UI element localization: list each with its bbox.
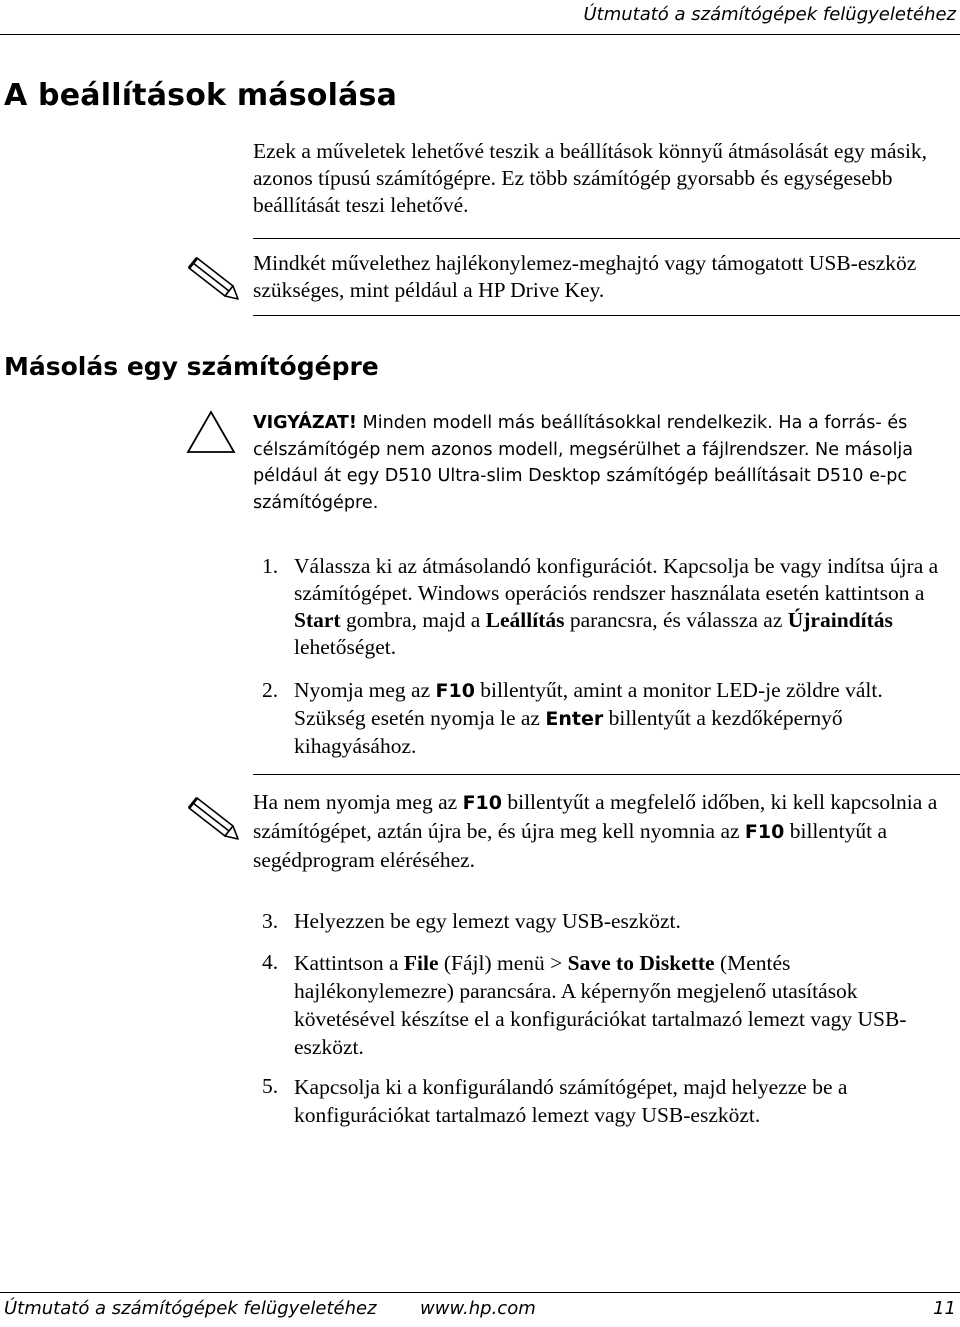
step-text: Kattintson a File (Fájl) menü > Save to Diskette (Mentés hajlékonylemezre) parancsára. A képernyőn megjelenő utasítások követésével készítse el a konfigurációkat tartalmazó lemezt vagy USB-eszközt. [294, 951, 907, 1059]
step-number: 5. [262, 1074, 279, 1098]
start-ui-label: Start [294, 608, 341, 632]
step-number: 3. [262, 909, 279, 933]
f10-key-label: F10 [744, 821, 785, 843]
footer-url: www.hp.com [420, 1298, 536, 1319]
warning-triangle-icon [186, 410, 236, 454]
f10-key-label: F10 [462, 792, 502, 814]
footer-title: Útmutató a számítógépek felügyeletéhez [4, 1298, 377, 1319]
step-number: 2. [262, 678, 279, 702]
caution-text [253, 410, 953, 516]
header-divider [0, 34, 960, 35]
page-number: 11 [933, 1298, 956, 1319]
footer-divider [0, 1292, 960, 1293]
file-menu-label: File [403, 951, 439, 975]
step-text: Helyezzen be egy lemezt vagy USB-eszközt. [294, 909, 681, 933]
step-number: 4. [262, 950, 279, 974]
note-text: Ha nem nyomja meg az F10 billentyűt a megfelelő időben, ki kell kapcsolnia a számítógépet, aztán újra be, és újra meg kell nyomnia az F10 billentyűt a segédprogram eléréséhez. [253, 790, 938, 872]
caution-body: Minden modell más beállításokkal rendelkezik. Ha a forrás- és célszámítógép nem azonos modell, megsérülhet a fájlrendszer. Ne másolja például át egy D510 Ultra-slim Desktop számítógép beállításait D510 e-pc számítógépre. [253, 413, 914, 513]
enter-key-label: Enter [545, 708, 604, 730]
pencil-icon [183, 792, 239, 840]
caution-label: VIGYÁZAT! [253, 413, 357, 433]
step-text: Kapcsolja ki a konfigurálandó számítógépet, majd helyezze be a konfigurációkat tartalmazó lemezt vagy USB-eszközt. [294, 1075, 848, 1127]
pencil-icon [183, 252, 239, 300]
save-to-diskette-label: Save to Diskette [567, 951, 715, 975]
shutdown-ui-label: Leállítás [485, 608, 565, 632]
note-top-rule [253, 238, 960, 239]
step-number: 1. [262, 554, 279, 578]
running-header: Útmutató a számítógépek felügyeletéhez [583, 4, 956, 25]
restart-ui-label: Újraindítás [787, 608, 893, 632]
section-title: A beállítások másolása [4, 78, 398, 113]
note-top-rule [253, 774, 960, 775]
step-text: Nyomja meg az F10 billentyűt, amint a monitor LED-je zöldre vált. Szükség esetén nyomja le az Enter billentyűt a kezdőképernyő kihagyásához. [294, 678, 883, 758]
f10-key-label: F10 [435, 680, 475, 702]
note-text: Mindkét művelethez hajlékonylemez-meghajtó vagy támogatott USB-eszköz szükséges, mint például a HP Drive Key. [253, 251, 917, 302]
intro-paragraph: Ezek a műveletek lehetővé teszik a beállítások könnyű átmásolását egy másik, azonos típusú számítógépre. Ez több számítógép gyorsabb és egységesebb beállítását teszi lehetővé. [253, 139, 928, 217]
subsection-title: Másolás egy számítógépre [4, 352, 379, 381]
step-text: Válassza ki az átmásolandó konfigurációt. Kapcsolja be vagy indítsa újra a számítógépet. Windows operációs rendszer használata esetén kattintson a Start gombra, majd a Leállítás parancsra, és válassza az Újraindítás lehetőséget. [294, 554, 939, 659]
note-bottom-rule [253, 315, 960, 316]
